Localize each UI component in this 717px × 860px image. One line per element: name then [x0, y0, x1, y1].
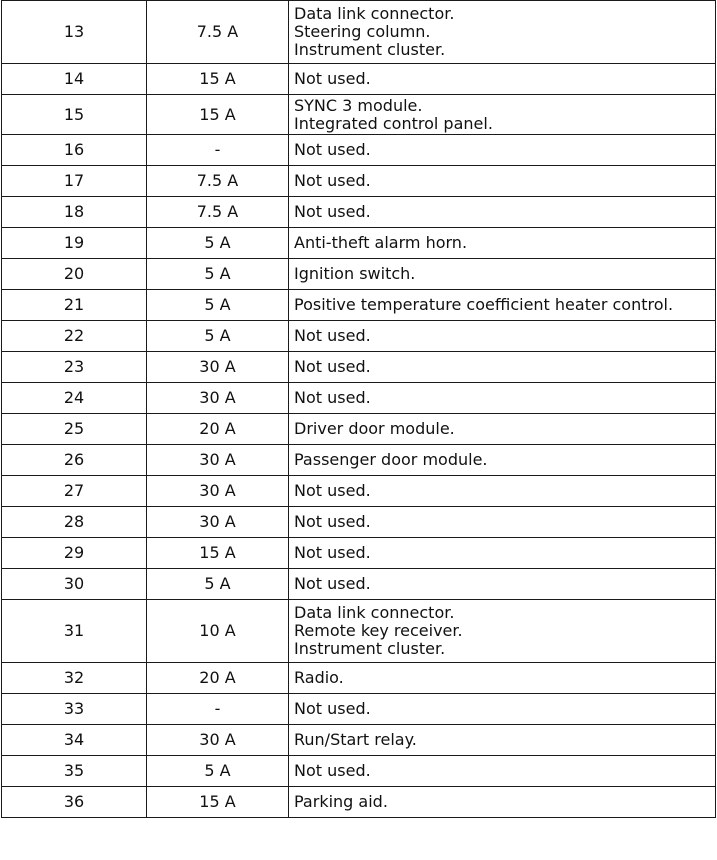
protected-component-line: Instrument cluster.	[294, 40, 446, 59]
protected-component-line: Instrument cluster.	[294, 639, 446, 658]
protected-component-line: Ignition switch.	[294, 264, 416, 283]
fuse-number-cell: 20	[2, 259, 147, 290]
protected-component-cell	[289, 663, 716, 694]
table-row	[2, 166, 716, 197]
fuse-number-cell: 25	[2, 414, 147, 445]
fuse-rating-cell: 10 A	[147, 600, 289, 663]
fuse-rating-cell: 20 A	[147, 663, 289, 694]
fuse-rating-cell: 5 A	[147, 756, 289, 787]
protected-component-line: Not used.	[294, 543, 371, 562]
protected-component-cell	[289, 259, 716, 290]
protected-component-cell	[289, 694, 716, 725]
fuse-rating-cell: -	[147, 135, 289, 166]
table-row	[2, 663, 716, 694]
fuse-rating-cell: 5 A	[147, 321, 289, 352]
protected-component-line: Remote key receiver.	[294, 621, 463, 640]
fuse-rating-cell: 5 A	[147, 290, 289, 321]
fuse-rating-cell: 30 A	[147, 507, 289, 538]
protected-component-cell	[289, 1, 716, 64]
table-row	[2, 538, 716, 569]
fuse-number-cell: 24	[2, 383, 147, 414]
protected-component-line: Not used.	[294, 761, 371, 780]
protected-component-line: Radio.	[294, 668, 344, 687]
protected-component-cell	[289, 600, 716, 663]
fuse-number-cell: 32	[2, 663, 147, 694]
fuse-table-body	[2, 1, 716, 818]
table-row	[2, 756, 716, 787]
protected-component-line: Not used.	[294, 357, 371, 376]
protected-component-line: Not used.	[294, 202, 371, 221]
protected-component-line: Not used.	[294, 574, 371, 593]
protected-component-cell	[289, 228, 716, 259]
protected-component-line: Not used.	[294, 326, 371, 345]
fuse-number-cell: 36	[2, 787, 147, 818]
protected-component-line: Not used.	[294, 512, 371, 531]
fuse-number-cell: 17	[2, 166, 147, 197]
fuse-number-cell: 34	[2, 725, 147, 756]
table-row	[2, 383, 716, 414]
fuse-rating-cell: 7.5 A	[147, 166, 289, 197]
protected-component-line: Driver door module.	[294, 419, 455, 438]
table-row	[2, 64, 716, 95]
protected-component-cell	[289, 383, 716, 414]
fuse-number-cell: 19	[2, 228, 147, 259]
fuse-rating-cell: 7.5 A	[147, 1, 289, 64]
table-row	[2, 228, 716, 259]
protected-component-cell	[289, 64, 716, 95]
protected-component-cell	[289, 135, 716, 166]
fuse-table	[1, 0, 716, 818]
protected-component-cell	[289, 166, 716, 197]
fuse-number-cell: 18	[2, 197, 147, 228]
protected-component-cell	[289, 414, 716, 445]
fuse-number-cell: 27	[2, 476, 147, 507]
protected-component-line: Not used.	[294, 699, 371, 718]
table-row	[2, 321, 716, 352]
fuse-number-cell: 13	[2, 1, 147, 64]
protected-component-cell	[289, 321, 716, 352]
fuse-number-cell: 15	[2, 95, 147, 135]
protected-component-line: Passenger door module.	[294, 450, 488, 469]
protected-component-line: Anti-theft alarm horn.	[294, 233, 468, 252]
table-row	[2, 600, 716, 663]
fuse-rating-cell: 30 A	[147, 476, 289, 507]
fuse-rating-cell: 20 A	[147, 414, 289, 445]
protected-component-cell	[289, 507, 716, 538]
table-row	[2, 445, 716, 476]
protected-component-cell	[289, 445, 716, 476]
fuse-rating-cell: 30 A	[147, 445, 289, 476]
protected-component-line: Run/Start relay.	[294, 730, 417, 749]
fuse-number-cell: 23	[2, 352, 147, 383]
protected-component-line: Not used.	[294, 140, 371, 159]
fuse-number-cell: 26	[2, 445, 147, 476]
protected-component-line: Not used.	[294, 481, 371, 500]
table-row	[2, 725, 716, 756]
table-row	[2, 507, 716, 538]
protected-component-cell	[289, 476, 716, 507]
protected-component-line: Parking aid.	[294, 792, 388, 811]
table-row	[2, 290, 716, 321]
protected-component-cell	[289, 95, 716, 135]
protected-component-cell	[289, 569, 716, 600]
protected-component-cell	[289, 197, 716, 228]
fuse-number-cell: 16	[2, 135, 147, 166]
protected-component-line: Positive temperature coefficient heater control.	[294, 295, 674, 314]
fuse-rating-cell: 5 A	[147, 569, 289, 600]
table-row	[2, 569, 716, 600]
protected-component-cell	[289, 725, 716, 756]
fuse-rating-cell: 7.5 A	[147, 197, 289, 228]
fuse-number-cell: 14	[2, 64, 147, 95]
table-row	[2, 352, 716, 383]
table-row	[2, 414, 716, 445]
protected-component-line: Integrated control panel.	[294, 113, 493, 133]
protected-component-cell	[289, 756, 716, 787]
fuse-number-cell: 35	[2, 756, 147, 787]
protected-component-line: Data link connector.	[294, 603, 455, 622]
table-row	[2, 259, 716, 290]
fuse-number-cell: 30	[2, 569, 147, 600]
fuse-rating-cell: 30 A	[147, 352, 289, 383]
protected-component-cell	[289, 290, 716, 321]
table-row	[2, 1, 716, 64]
protected-component-line: Not used.	[294, 388, 371, 407]
table-row	[2, 135, 716, 166]
fuse-rating-cell: 5 A	[147, 259, 289, 290]
table-row	[2, 787, 716, 818]
fuse-number-cell: 33	[2, 694, 147, 725]
fuse-number-cell: 22	[2, 321, 147, 352]
protected-component-line: Steering column.	[294, 22, 431, 41]
fuse-rating-cell: 15 A	[147, 95, 289, 135]
fuse-rating-cell: 15 A	[147, 538, 289, 569]
fuse-number-cell: 31	[2, 600, 147, 663]
protected-component-cell	[289, 787, 716, 818]
table-row	[2, 694, 716, 725]
protected-component-line: Data link connector.	[294, 4, 455, 23]
protected-component-line: Not used.	[294, 171, 371, 190]
fuse-rating-cell: -	[147, 694, 289, 725]
fuse-rating-cell: 30 A	[147, 383, 289, 414]
table-row	[2, 95, 716, 135]
table-row	[2, 197, 716, 228]
fuse-rating-cell: 5 A	[147, 228, 289, 259]
protected-component-line: Not used.	[294, 69, 371, 88]
protected-component-line: SYNC 3 module.	[294, 95, 423, 115]
fuse-rating-cell: 30 A	[147, 725, 289, 756]
fuse-number-cell: 21	[2, 290, 147, 321]
protected-component-cell	[289, 352, 716, 383]
fuse-rating-cell: 15 A	[147, 64, 289, 95]
fuse-number-cell: 28	[2, 507, 147, 538]
protected-component-cell	[289, 538, 716, 569]
fuse-rating-cell: 15 A	[147, 787, 289, 818]
fuse-number-cell: 29	[2, 538, 147, 569]
table-row	[2, 476, 716, 507]
